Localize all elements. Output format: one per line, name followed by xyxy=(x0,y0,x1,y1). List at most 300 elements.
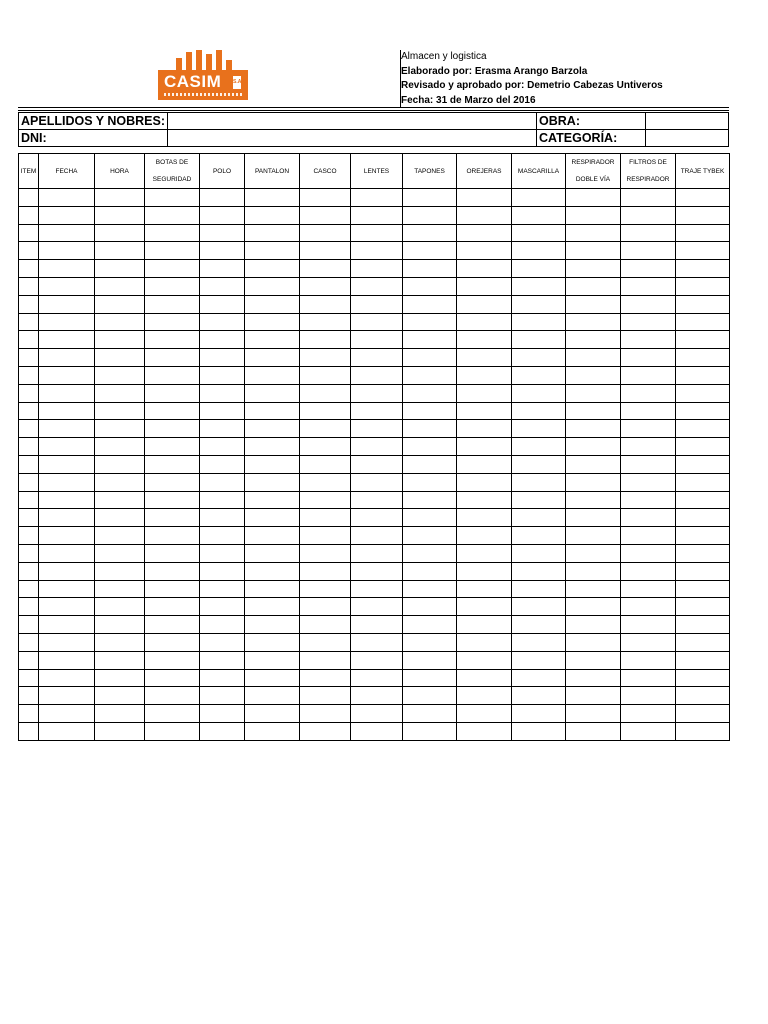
table-cell[interactable] xyxy=(621,420,676,438)
table-cell[interactable] xyxy=(457,206,512,224)
table-cell[interactable] xyxy=(621,651,676,669)
table-cell[interactable] xyxy=(200,669,245,687)
table-cell[interactable] xyxy=(19,420,39,438)
table-cell[interactable] xyxy=(300,402,351,420)
table-cell[interactable] xyxy=(403,295,457,313)
table-cell[interactable] xyxy=(621,544,676,562)
table-cell[interactable] xyxy=(512,242,566,260)
table-cell[interactable] xyxy=(403,705,457,723)
table-cell[interactable] xyxy=(566,616,621,634)
table-cell[interactable] xyxy=(351,384,403,402)
table-cell[interactable] xyxy=(621,633,676,651)
table-cell[interactable] xyxy=(676,491,730,509)
table-cell[interactable] xyxy=(351,277,403,295)
table-cell[interactable] xyxy=(512,722,566,740)
table-cell[interactable] xyxy=(39,580,95,598)
table-cell[interactable] xyxy=(300,331,351,349)
table-cell[interactable] xyxy=(300,295,351,313)
table-cell[interactable] xyxy=(95,669,145,687)
table-cell[interactable] xyxy=(19,562,39,580)
table-cell[interactable] xyxy=(566,473,621,491)
table-cell[interactable] xyxy=(200,598,245,616)
table-cell[interactable] xyxy=(145,562,200,580)
table-cell[interactable] xyxy=(351,473,403,491)
table-cell[interactable] xyxy=(19,206,39,224)
table-cell[interactable] xyxy=(676,633,730,651)
table-cell[interactable] xyxy=(351,438,403,456)
table-cell[interactable] xyxy=(300,616,351,634)
table-cell[interactable] xyxy=(200,224,245,242)
table-cell[interactable] xyxy=(145,384,200,402)
table-cell[interactable] xyxy=(19,242,39,260)
table-cell[interactable] xyxy=(245,562,300,580)
table-cell[interactable] xyxy=(403,277,457,295)
table-cell[interactable] xyxy=(566,669,621,687)
table-cell[interactable] xyxy=(676,455,730,473)
table-cell[interactable] xyxy=(566,224,621,242)
table-cell[interactable] xyxy=(566,260,621,278)
table-cell[interactable] xyxy=(245,491,300,509)
table-cell[interactable] xyxy=(457,580,512,598)
table-cell[interactable] xyxy=(566,687,621,705)
table-cell[interactable] xyxy=(621,384,676,402)
table-cell[interactable] xyxy=(300,224,351,242)
table-cell[interactable] xyxy=(95,313,145,331)
table-cell[interactable] xyxy=(457,402,512,420)
table-cell[interactable] xyxy=(245,242,300,260)
table-cell[interactable] xyxy=(245,722,300,740)
table-cell[interactable] xyxy=(300,189,351,207)
table-cell[interactable] xyxy=(200,189,245,207)
table-cell[interactable] xyxy=(621,562,676,580)
table-cell[interactable] xyxy=(95,331,145,349)
table-cell[interactable] xyxy=(566,527,621,545)
table-cell[interactable] xyxy=(403,331,457,349)
table-cell[interactable] xyxy=(457,349,512,367)
table-cell[interactable] xyxy=(676,544,730,562)
table-cell[interactable] xyxy=(245,295,300,313)
table-cell[interactable] xyxy=(145,687,200,705)
table-cell[interactable] xyxy=(95,687,145,705)
table-cell[interactable] xyxy=(145,277,200,295)
table-cell[interactable] xyxy=(200,687,245,705)
table-cell[interactable] xyxy=(19,384,39,402)
table-cell[interactable] xyxy=(39,669,95,687)
table-cell[interactable] xyxy=(95,455,145,473)
table-cell[interactable] xyxy=(351,527,403,545)
table-cell[interactable] xyxy=(676,331,730,349)
table-cell[interactable] xyxy=(676,562,730,580)
table-cell[interactable] xyxy=(39,705,95,723)
table-cell[interactable] xyxy=(566,189,621,207)
table-cell[interactable] xyxy=(351,722,403,740)
table-cell[interactable] xyxy=(512,438,566,456)
table-cell[interactable] xyxy=(300,491,351,509)
table-cell[interactable] xyxy=(351,402,403,420)
table-cell[interactable] xyxy=(403,598,457,616)
table-cell[interactable] xyxy=(403,313,457,331)
table-cell[interactable] xyxy=(676,687,730,705)
table-cell[interactable] xyxy=(457,491,512,509)
table-cell[interactable] xyxy=(200,295,245,313)
table-cell[interactable] xyxy=(351,313,403,331)
table-cell[interactable] xyxy=(403,438,457,456)
table-cell[interactable] xyxy=(200,206,245,224)
table-cell[interactable] xyxy=(512,402,566,420)
table-cell[interactable] xyxy=(19,527,39,545)
table-cell[interactable] xyxy=(245,687,300,705)
table-cell[interactable] xyxy=(95,420,145,438)
table-cell[interactable] xyxy=(245,633,300,651)
table-cell[interactable] xyxy=(351,224,403,242)
table-cell[interactable] xyxy=(621,616,676,634)
table-cell[interactable] xyxy=(19,705,39,723)
table-cell[interactable] xyxy=(245,349,300,367)
table-cell[interactable] xyxy=(145,366,200,384)
table-cell[interactable] xyxy=(403,366,457,384)
table-cell[interactable] xyxy=(403,633,457,651)
table-cell[interactable] xyxy=(621,402,676,420)
table-cell[interactable] xyxy=(145,402,200,420)
table-cell[interactable] xyxy=(566,598,621,616)
table-cell[interactable] xyxy=(457,420,512,438)
table-cell[interactable] xyxy=(457,277,512,295)
table-cell[interactable] xyxy=(566,277,621,295)
table-cell[interactable] xyxy=(145,527,200,545)
table-cell[interactable] xyxy=(245,420,300,438)
table-cell[interactable] xyxy=(39,722,95,740)
table-cell[interactable] xyxy=(300,544,351,562)
table-cell[interactable] xyxy=(145,598,200,616)
table-cell[interactable] xyxy=(351,616,403,634)
table-cell[interactable] xyxy=(245,455,300,473)
table-cell[interactable] xyxy=(566,349,621,367)
table-cell[interactable] xyxy=(300,455,351,473)
table-cell[interactable] xyxy=(95,562,145,580)
table-cell[interactable] xyxy=(95,277,145,295)
table-cell[interactable] xyxy=(200,313,245,331)
table-cell[interactable] xyxy=(351,331,403,349)
table-cell[interactable] xyxy=(512,473,566,491)
table-cell[interactable] xyxy=(676,295,730,313)
table-cell[interactable] xyxy=(145,206,200,224)
table-cell[interactable] xyxy=(457,224,512,242)
table-cell[interactable] xyxy=(566,242,621,260)
table-cell[interactable] xyxy=(300,651,351,669)
table-cell[interactable] xyxy=(95,580,145,598)
table-cell[interactable] xyxy=(566,705,621,723)
table-cell[interactable] xyxy=(200,491,245,509)
table-cell[interactable] xyxy=(39,224,95,242)
table-cell[interactable] xyxy=(300,562,351,580)
table-cell[interactable] xyxy=(19,349,39,367)
table-cell[interactable] xyxy=(95,242,145,260)
table-cell[interactable] xyxy=(300,705,351,723)
table-cell[interactable] xyxy=(200,473,245,491)
table-cell[interactable] xyxy=(95,295,145,313)
table-cell[interactable] xyxy=(95,349,145,367)
table-cell[interactable] xyxy=(39,616,95,634)
table-cell[interactable] xyxy=(95,402,145,420)
table-cell[interactable] xyxy=(39,277,95,295)
table-cell[interactable] xyxy=(512,224,566,242)
table-cell[interactable] xyxy=(145,580,200,598)
table-cell[interactable] xyxy=(457,669,512,687)
dni-field[interactable] xyxy=(168,130,537,147)
table-cell[interactable] xyxy=(351,242,403,260)
table-cell[interactable] xyxy=(39,420,95,438)
table-cell[interactable] xyxy=(19,277,39,295)
table-cell[interactable] xyxy=(95,509,145,527)
table-cell[interactable] xyxy=(39,384,95,402)
table-cell[interactable] xyxy=(351,420,403,438)
table-cell[interactable] xyxy=(145,705,200,723)
table-cell[interactable] xyxy=(19,455,39,473)
table-cell[interactable] xyxy=(95,224,145,242)
table-cell[interactable] xyxy=(39,295,95,313)
table-cell[interactable] xyxy=(145,633,200,651)
table-cell[interactable] xyxy=(676,705,730,723)
table-cell[interactable] xyxy=(676,206,730,224)
table-cell[interactable] xyxy=(200,349,245,367)
table-cell[interactable] xyxy=(457,242,512,260)
table-cell[interactable] xyxy=(95,527,145,545)
table-cell[interactable] xyxy=(39,633,95,651)
table-cell[interactable] xyxy=(95,260,145,278)
table-cell[interactable] xyxy=(245,598,300,616)
table-cell[interactable] xyxy=(512,189,566,207)
table-cell[interactable] xyxy=(145,224,200,242)
table-cell[interactable] xyxy=(300,527,351,545)
table-cell[interactable] xyxy=(512,633,566,651)
table-cell[interactable] xyxy=(19,260,39,278)
table-cell[interactable] xyxy=(95,438,145,456)
table-cell[interactable] xyxy=(200,580,245,598)
table-cell[interactable] xyxy=(676,580,730,598)
table-cell[interactable] xyxy=(351,687,403,705)
table-cell[interactable] xyxy=(621,313,676,331)
table-cell[interactable] xyxy=(39,544,95,562)
table-cell[interactable] xyxy=(566,402,621,420)
table-cell[interactable] xyxy=(300,598,351,616)
categoria-field[interactable] xyxy=(646,130,729,147)
table-cell[interactable] xyxy=(245,473,300,491)
table-cell[interactable] xyxy=(457,260,512,278)
table-cell[interactable] xyxy=(351,580,403,598)
table-cell[interactable] xyxy=(245,384,300,402)
table-cell[interactable] xyxy=(457,705,512,723)
table-cell[interactable] xyxy=(457,384,512,402)
table-cell[interactable] xyxy=(676,242,730,260)
table-cell[interactable] xyxy=(403,420,457,438)
table-cell[interactable] xyxy=(19,580,39,598)
table-cell[interactable] xyxy=(145,295,200,313)
table-cell[interactable] xyxy=(676,402,730,420)
table-cell[interactable] xyxy=(676,651,730,669)
table-cell[interactable] xyxy=(566,580,621,598)
table-cell[interactable] xyxy=(95,189,145,207)
table-cell[interactable] xyxy=(512,491,566,509)
table-cell[interactable] xyxy=(512,527,566,545)
table-cell[interactable] xyxy=(351,295,403,313)
table-cell[interactable] xyxy=(621,295,676,313)
name-field[interactable] xyxy=(168,113,537,130)
table-cell[interactable] xyxy=(95,722,145,740)
table-cell[interactable] xyxy=(145,420,200,438)
table-cell[interactable] xyxy=(566,438,621,456)
table-cell[interactable] xyxy=(512,651,566,669)
table-cell[interactable] xyxy=(39,402,95,420)
table-cell[interactable] xyxy=(457,438,512,456)
table-cell[interactable] xyxy=(200,242,245,260)
table-cell[interactable] xyxy=(145,473,200,491)
table-cell[interactable] xyxy=(39,242,95,260)
table-cell[interactable] xyxy=(145,544,200,562)
table-cell[interactable] xyxy=(457,722,512,740)
table-cell[interactable] xyxy=(403,189,457,207)
table-cell[interactable] xyxy=(39,455,95,473)
table-cell[interactable] xyxy=(403,616,457,634)
table-cell[interactable] xyxy=(200,420,245,438)
table-cell[interactable] xyxy=(457,473,512,491)
table-cell[interactable] xyxy=(403,722,457,740)
table-cell[interactable] xyxy=(351,366,403,384)
table-cell[interactable] xyxy=(245,402,300,420)
table-cell[interactable] xyxy=(145,651,200,669)
table-cell[interactable] xyxy=(300,277,351,295)
table-cell[interactable] xyxy=(457,509,512,527)
table-cell[interactable] xyxy=(403,402,457,420)
table-cell[interactable] xyxy=(19,616,39,634)
table-cell[interactable] xyxy=(457,189,512,207)
table-cell[interactable] xyxy=(245,705,300,723)
table-cell[interactable] xyxy=(200,277,245,295)
table-cell[interactable] xyxy=(39,206,95,224)
table-cell[interactable] xyxy=(676,224,730,242)
table-cell[interactable] xyxy=(512,384,566,402)
table-cell[interactable] xyxy=(512,366,566,384)
table-cell[interactable] xyxy=(200,438,245,456)
table-cell[interactable] xyxy=(19,366,39,384)
table-cell[interactable] xyxy=(512,349,566,367)
table-cell[interactable] xyxy=(403,242,457,260)
table-cell[interactable] xyxy=(145,189,200,207)
table-cell[interactable] xyxy=(403,687,457,705)
table-cell[interactable] xyxy=(39,687,95,705)
table-cell[interactable] xyxy=(145,438,200,456)
table-cell[interactable] xyxy=(512,277,566,295)
table-cell[interactable] xyxy=(19,544,39,562)
table-cell[interactable] xyxy=(39,366,95,384)
table-cell[interactable] xyxy=(300,242,351,260)
table-cell[interactable] xyxy=(512,705,566,723)
table-cell[interactable] xyxy=(245,527,300,545)
table-cell[interactable] xyxy=(19,722,39,740)
table-cell[interactable] xyxy=(512,616,566,634)
table-cell[interactable] xyxy=(200,544,245,562)
table-cell[interactable] xyxy=(245,331,300,349)
table-cell[interactable] xyxy=(403,509,457,527)
table-cell[interactable] xyxy=(19,438,39,456)
table-cell[interactable] xyxy=(676,260,730,278)
table-cell[interactable] xyxy=(200,722,245,740)
table-cell[interactable] xyxy=(19,331,39,349)
table-cell[interactable] xyxy=(676,366,730,384)
table-cell[interactable] xyxy=(676,509,730,527)
table-cell[interactable] xyxy=(351,633,403,651)
table-cell[interactable] xyxy=(300,509,351,527)
table-cell[interactable] xyxy=(245,189,300,207)
table-cell[interactable] xyxy=(300,687,351,705)
table-cell[interactable] xyxy=(676,438,730,456)
table-cell[interactable] xyxy=(19,633,39,651)
table-cell[interactable] xyxy=(95,616,145,634)
table-cell[interactable] xyxy=(95,633,145,651)
table-cell[interactable] xyxy=(200,455,245,473)
table-cell[interactable] xyxy=(351,455,403,473)
table-cell[interactable] xyxy=(512,580,566,598)
table-cell[interactable] xyxy=(512,562,566,580)
table-cell[interactable] xyxy=(403,224,457,242)
table-cell[interactable] xyxy=(39,509,95,527)
table-cell[interactable] xyxy=(145,616,200,634)
table-cell[interactable] xyxy=(621,224,676,242)
table-cell[interactable] xyxy=(351,260,403,278)
table-cell[interactable] xyxy=(39,473,95,491)
table-cell[interactable] xyxy=(300,206,351,224)
table-cell[interactable] xyxy=(512,598,566,616)
table-cell[interactable] xyxy=(403,580,457,598)
table-cell[interactable] xyxy=(19,669,39,687)
table-cell[interactable] xyxy=(145,722,200,740)
table-cell[interactable] xyxy=(351,544,403,562)
table-cell[interactable] xyxy=(245,616,300,634)
table-cell[interactable] xyxy=(145,349,200,367)
table-cell[interactable] xyxy=(676,384,730,402)
table-cell[interactable] xyxy=(512,313,566,331)
table-cell[interactable] xyxy=(39,331,95,349)
table-cell[interactable] xyxy=(403,473,457,491)
table-cell[interactable] xyxy=(621,455,676,473)
table-cell[interactable] xyxy=(457,527,512,545)
table-cell[interactable] xyxy=(403,349,457,367)
table-cell[interactable] xyxy=(245,277,300,295)
table-cell[interactable] xyxy=(300,669,351,687)
table-cell[interactable] xyxy=(403,651,457,669)
table-cell[interactable] xyxy=(300,633,351,651)
table-cell[interactable] xyxy=(95,705,145,723)
table-cell[interactable] xyxy=(457,616,512,634)
table-cell[interactable] xyxy=(457,687,512,705)
table-cell[interactable] xyxy=(621,598,676,616)
table-cell[interactable] xyxy=(19,313,39,331)
table-cell[interactable] xyxy=(457,313,512,331)
table-cell[interactable] xyxy=(621,189,676,207)
table-cell[interactable] xyxy=(300,366,351,384)
table-cell[interactable] xyxy=(566,455,621,473)
table-cell[interactable] xyxy=(245,366,300,384)
table-cell[interactable] xyxy=(512,669,566,687)
table-cell[interactable] xyxy=(39,313,95,331)
table-cell[interactable] xyxy=(621,509,676,527)
table-cell[interactable] xyxy=(351,562,403,580)
table-cell[interactable] xyxy=(300,580,351,598)
table-cell[interactable] xyxy=(245,651,300,669)
table-cell[interactable] xyxy=(676,527,730,545)
table-cell[interactable] xyxy=(621,580,676,598)
table-cell[interactable] xyxy=(621,722,676,740)
table-cell[interactable] xyxy=(566,420,621,438)
